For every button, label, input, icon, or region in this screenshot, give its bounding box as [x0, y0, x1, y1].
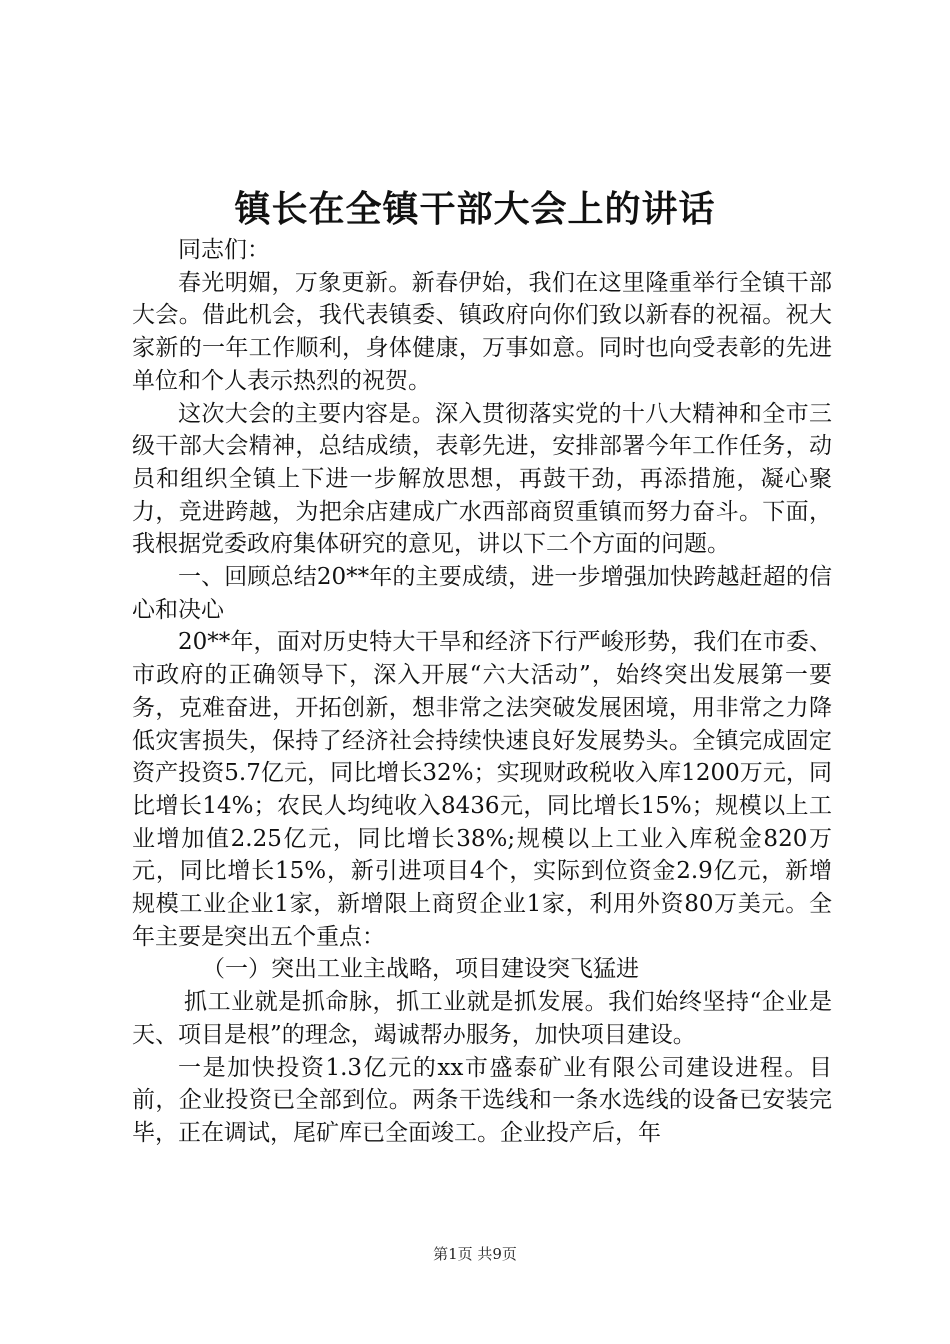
document-title: 镇长在全镇干部大会上的讲话 [234, 188, 716, 230]
achievements-paragraph: 20**年，面对历史特大干旱和经济下行严峻形势，我们在市委、市政府的正确领导下，深入开展“六大活动”，始终突出发展第一要务，克难奋进，开拓创新，想非常之法突破发展困境，用非常之力降低灾害损失，保持了经济社会持续快速良好发展势头。全镇完成固定资产投资5.7亿元，同比增长32%；实现财政税收入库1200万元，同比增长14%；农民人均纯收入8436元，同比增长15%；规模以上工业增加值2.25亿元，同比增长38%;规模以上工业入库税金820万元，同比增长15%，新引进项目4个，实际到位资金2.9亿元，新增规模工业企业1家，新增限上商贸企业1家，利用外资80万美元。全年主要是突出五个重点： [132, 629, 832, 950]
page-number-footer: 第1页 共9页 [433, 1245, 517, 1263]
project-paragraph: 一是加快投资1.3亿元的xx市盛泰矿业有限公司建设进程。目前，企业投资已全部到位。两条干选线和一条水选线的设备已安装完毕，正在调试，尾矿库已全面竣工。企业投产后，年 [132, 1054, 832, 1146]
section-one-heading: 一、回顾总结20**年的主要成绩，进一步增强加快跨越赶超的信心和决心 [132, 564, 832, 623]
opening-paragraph: 春光明媚，万象更新。新春伊始，我们在这里隆重举行全镇干部大会。借此机会，我代表镇委、镇政府向你们致以新春的祝福。祝大家新的一年工作顺利，身体健康，万事如意。同时也向受表彰的先进单位和个人表示热烈的祝贺。 [132, 269, 832, 394]
document-body [132, 234, 832, 1150]
industry-paragraph: 抓工业就是抓命脉，抓工业就是抓发展。我们始终坚持“企业是天、项目是根”的理念，竭诚帮办服务，加快项目建设。 [132, 989, 832, 1048]
salutation-paragraph: 同志们： [178, 237, 270, 263]
meeting-content-paragraph: 这次大会的主要内容是。深入贯彻落实党的十八大精神和全市三级干部大会精神，总结成绩，表彰先进，安排部署今年工作任务，动员和组织全镇上下进一步解放思想，再鼓干劲，再添措施，凝心聚力，竞进跨越，为把余店建成广水西部商贸重镇而努力奋斗。下面，我根据党委政府集体研究的意见，讲以下二个方面的问题。 [132, 400, 832, 558]
subsection-one-heading: （一）突出工业主战略，项目建设突飞猛进 [202, 956, 639, 983]
